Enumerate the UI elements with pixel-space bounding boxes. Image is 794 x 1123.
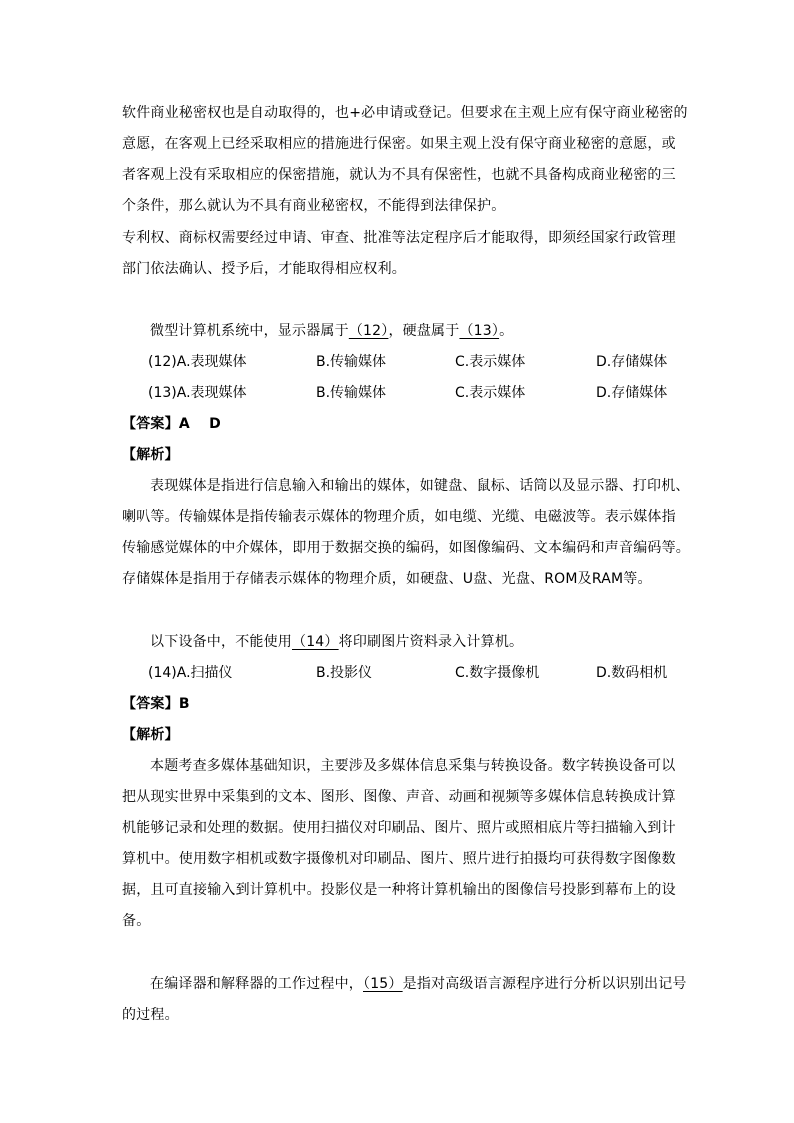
- blank-13: （13）: [459, 323, 500, 339]
- option-14-a: (14)A.扫描仪: [148, 665, 233, 681]
- option-14-d: D.数码相机: [596, 665, 668, 681]
- analysis-line: 传输感觉媒体的中介媒体，即用于数据交换的编码，如图像编码、文本编码和声音编码等。: [122, 540, 690, 556]
- option-12-c: C.表示媒体: [455, 354, 526, 370]
- analysis-label: 【解析】: [122, 447, 179, 463]
- stem-text: 。: [499, 323, 514, 339]
- blank-15: （15）: [363, 976, 403, 992]
- question-15-line2: 的过程。: [122, 1007, 179, 1023]
- analysis-line: 存储媒体是指用于存储表示媒体的物理介质，如硬盘、U盘、光盘、ROM及RAM等。: [122, 571, 652, 587]
- question-15-stem: [150, 974, 687, 994]
- blank-14: （14）: [292, 634, 339, 650]
- stem-text: 以下设备中，不能使用: [150, 634, 292, 650]
- option-13-c: C.表示媒体: [455, 385, 526, 401]
- stem-text: 将印刷图片资料录入计算机。: [338, 634, 524, 650]
- question-12-13-stem: [150, 321, 513, 341]
- answer-12-13: [122, 414, 221, 434]
- answer-value: A D: [178, 416, 221, 432]
- option-13-a: (13)A.表现媒体: [148, 385, 247, 401]
- analysis-label: 【解析】: [122, 727, 179, 743]
- analysis-line: 本题考查多媒体基础知识，主要涉及多媒体信息采集与转换设备。数字转换设备可以: [150, 758, 676, 774]
- answer-value: B: [178, 696, 190, 712]
- option-12-d: D.存储媒体: [596, 354, 668, 370]
- analysis-line: 备。: [122, 913, 151, 929]
- analysis-line: 算机中。使用数字相机或数字摄像机对印刷品、图片、照片进行拍摄均可获得数字图像数: [122, 851, 676, 867]
- answer-14: [122, 694, 190, 714]
- intro-line: 个条件，那么就认为不具有商业秘密权，不能得到法律保护。: [122, 198, 506, 214]
- blank-12: （12）: [348, 323, 389, 339]
- option-14-b: B.投影仪: [316, 665, 373, 681]
- analysis-line: 喇叭等。传输媒体是指传输表示媒体的物理介质，如电缆、光缆、电磁波等。表示媒体指: [122, 509, 676, 525]
- stem-text: ，硬盘属于: [388, 323, 460, 339]
- analysis-line: 机能够记录和处理的数据。使用扫描仪对印刷品、图片、照片或照相底片等扫描输入到计: [122, 820, 676, 836]
- option-14-c: C.数字摄像机: [455, 665, 540, 681]
- stem-text: 微型计算机系统中，显示器属于: [150, 323, 349, 339]
- question-14-stem: [150, 632, 523, 652]
- option-13-b: B.传输媒体: [316, 385, 387, 401]
- analysis-line: 表现媒体是指进行信息输入和输出的媒体，如键盘、鼠标、话筒以及显示器、打印机、: [150, 478, 690, 494]
- option-13-d: D.存储媒体: [596, 385, 668, 401]
- option-12-a: (12)A.表现媒体: [148, 354, 247, 370]
- analysis-line: 把从现实世界中采集到的文本、图形、图像、声音、动画和视频等多媒体信息转换成计算: [122, 789, 676, 805]
- intro-line: 者客观上没有采取相应的保密措施，就认为不具有保密性，也就不具备构成商业秘密的三: [122, 167, 676, 183]
- intro-line: 部门依法确认、授予后，才能取得相应权利。: [122, 261, 406, 277]
- intro-line: 软件商业秘密权也是自动取得的，也+必申请或登记。但要求在主观上应有保守商业秘密的: [122, 105, 688, 121]
- option-12-b: B.传输媒体: [316, 354, 387, 370]
- answer-label: 【答案】: [122, 416, 179, 432]
- intro-line: 意愿，在客观上已经采取相应的措施进行保密。如果主观上没有保守商业秘密的意愿，或: [122, 136, 676, 152]
- stem-text: 是指对高级语言源程序进行分析以识别出记号: [402, 976, 687, 992]
- stem-text: 在编译器和解释器的工作过程中，: [150, 976, 363, 992]
- analysis-line: 据，且可直接输入到计算机中。投影仪是一种将计算机输出的图像信号投影到幕布上的设: [122, 882, 676, 898]
- intro-line: 专利权、商标权需要经过申请、审查、批准等法定程序后才能取得，即须经国家行政管理: [122, 230, 676, 246]
- answer-label: 【答案】: [122, 696, 179, 712]
